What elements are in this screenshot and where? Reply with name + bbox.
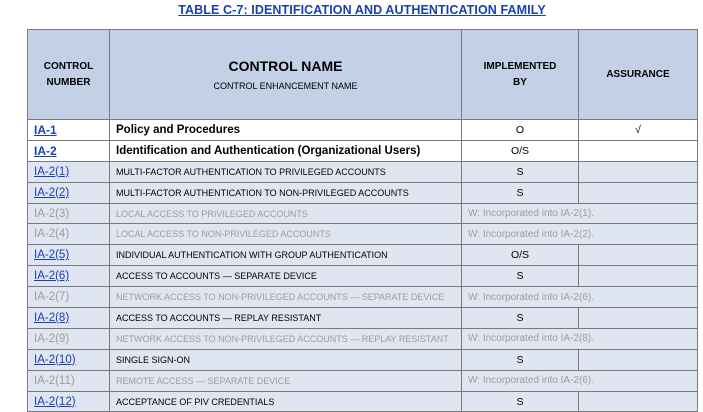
control-name-cell: MULTI-FACTOR AUTHENTICATION TO PRIVILEGED ACCOUNTS bbox=[110, 161, 462, 182]
control-name-cell: NETWORK ACCESS TO NON-PRIVILEGED ACCOUNTS — SEPARATE DEVICE bbox=[110, 287, 462, 308]
control-number-link[interactable]: IA-2(4) bbox=[34, 228, 70, 241]
control-number-cell bbox=[28, 245, 110, 266]
control-number-cell bbox=[28, 328, 110, 349]
control-number-link[interactable]: IA-2(6) bbox=[34, 270, 70, 283]
control-number-cell bbox=[28, 120, 110, 141]
header-control-number-line1: CONTROL bbox=[43, 60, 94, 72]
control-name-cell: REMOTE ACCESS — SEPARATE DEVICE bbox=[110, 370, 462, 391]
implemented-by-cell: S bbox=[462, 161, 579, 182]
table-row bbox=[28, 245, 698, 266]
withdrawn-note: W: Incorporated into IA-2(2). bbox=[462, 224, 698, 245]
table-row bbox=[28, 349, 698, 370]
assurance-cell bbox=[579, 308, 698, 329]
assurance-cell bbox=[579, 161, 698, 182]
assurance-cell bbox=[579, 266, 698, 287]
withdrawn-note: W: Incorporated into IA-2(6). bbox=[462, 370, 698, 391]
header-control-number bbox=[28, 30, 110, 120]
header-control-number-line2: NUMBER bbox=[46, 76, 91, 88]
control-number-cell bbox=[28, 161, 110, 182]
control-number-link[interactable]: IA-2(11) bbox=[34, 374, 75, 387]
controls-table bbox=[27, 29, 698, 412]
table-row bbox=[28, 370, 698, 391]
table-body bbox=[28, 120, 698, 412]
control-number-cell bbox=[28, 266, 110, 287]
table-caption[interactable]: TABLE C-7: IDENTIFICATION AND AUTHENTICATION FAMILY bbox=[178, 3, 546, 17]
table-row bbox=[28, 120, 698, 141]
table-row bbox=[28, 308, 698, 329]
implemented-by-cell: O bbox=[462, 120, 579, 141]
withdrawn-note: W: Incorporated into IA-2(8). bbox=[462, 328, 698, 349]
assurance-cell bbox=[579, 245, 698, 266]
control-number-cell bbox=[28, 370, 110, 391]
assurance-cell bbox=[579, 349, 698, 370]
table-row bbox=[28, 182, 698, 203]
control-number-link[interactable]: IA-2(1) bbox=[34, 165, 70, 178]
header-enhancement-name-label: CONTROL ENHANCEMENT NAME bbox=[213, 80, 358, 91]
control-number-link[interactable]: IA-2 bbox=[34, 143, 57, 158]
table-row bbox=[28, 266, 698, 287]
implemented-by-cell: S bbox=[462, 349, 579, 370]
control-number-cell bbox=[28, 287, 110, 308]
control-number-cell bbox=[28, 308, 110, 329]
assurance-check-icon: √ bbox=[579, 120, 698, 141]
control-name-cell: Identification and Authentication (Organizational Users) bbox=[110, 140, 462, 161]
control-number-link[interactable]: IA-2(7) bbox=[34, 291, 70, 304]
table-row bbox=[28, 161, 698, 182]
implemented-by-cell: S bbox=[462, 308, 579, 329]
header-assurance-label: ASSURANCE bbox=[606, 68, 670, 80]
control-name-cell: ACCESS TO ACCOUNTS — SEPARATE DEVICE bbox=[110, 266, 462, 287]
implemented-by-cell: S bbox=[462, 266, 579, 287]
control-name-cell: NETWORK ACCESS TO NON-PRIVILEGED ACCOUNTS — REPLAY RESISTANT bbox=[110, 328, 462, 349]
implemented-by-cell: O/S bbox=[462, 140, 579, 161]
control-name-cell: SINGLE SIGN-ON bbox=[110, 349, 462, 370]
header-implemented-by bbox=[462, 30, 579, 120]
control-number-cell bbox=[28, 140, 110, 161]
table-row bbox=[28, 224, 698, 245]
table-row bbox=[28, 203, 698, 224]
control-name-cell: ACCEPTANCE OF PIV CREDENTIALS bbox=[110, 391, 462, 412]
table-row bbox=[28, 328, 698, 349]
control-name-cell: ACCESS TO ACCOUNTS — REPLAY RESISTANT bbox=[110, 308, 462, 329]
control-number-cell bbox=[28, 224, 110, 245]
table-header-row bbox=[28, 30, 698, 120]
withdrawn-note: W: Incorporated into IA-2(6). bbox=[462, 287, 698, 308]
control-number-cell bbox=[28, 203, 110, 224]
table-row bbox=[28, 140, 698, 161]
header-implemented-line1: IMPLEMENTED bbox=[483, 60, 557, 72]
implemented-by-cell: O/S bbox=[462, 245, 579, 266]
control-name-cell: LOCAL ACCESS TO PRIVILEGED ACCOUNTS bbox=[110, 203, 462, 224]
control-number-link[interactable]: IA-2(2) bbox=[34, 186, 70, 199]
control-number-link[interactable]: IA-2(9) bbox=[34, 332, 70, 345]
control-number-link[interactable]: IA-2(10) bbox=[34, 353, 76, 366]
control-name-cell: MULTI-FACTOR AUTHENTICATION TO NON-PRIVILEGED ACCOUNTS bbox=[110, 182, 462, 203]
assurance-cell bbox=[579, 182, 698, 203]
implemented-by-cell: S bbox=[462, 391, 579, 412]
header-implemented-line2: BY bbox=[513, 76, 527, 88]
control-number-link[interactable]: IA-2(5) bbox=[34, 249, 70, 262]
control-number-link[interactable]: IA-2(12) bbox=[34, 395, 76, 408]
header-control-name bbox=[110, 30, 462, 120]
control-number-cell bbox=[28, 349, 110, 370]
control-number-cell bbox=[28, 182, 110, 203]
control-number-link[interactable]: IA-2(3) bbox=[34, 207, 70, 220]
control-name-cell: INDIVIDUAL AUTHENTICATION WITH GROUP AUTHENTICATION bbox=[110, 245, 462, 266]
assurance-cell bbox=[579, 140, 698, 161]
withdrawn-note: W: Incorporated into IA-2(1). bbox=[462, 203, 698, 224]
implemented-by-cell: S bbox=[462, 182, 579, 203]
table-row bbox=[28, 287, 698, 308]
header-control-name-label: CONTROL NAME bbox=[228, 57, 343, 74]
header-assurance bbox=[579, 30, 698, 120]
control-name-cell: Policy and Procedures bbox=[110, 120, 462, 141]
control-number-link[interactable]: IA-2(8) bbox=[34, 311, 70, 324]
control-name-cell: LOCAL ACCESS TO NON-PRIVILEGED ACCOUNTS bbox=[110, 224, 462, 245]
control-number-link[interactable]: IA-1 bbox=[34, 122, 57, 137]
